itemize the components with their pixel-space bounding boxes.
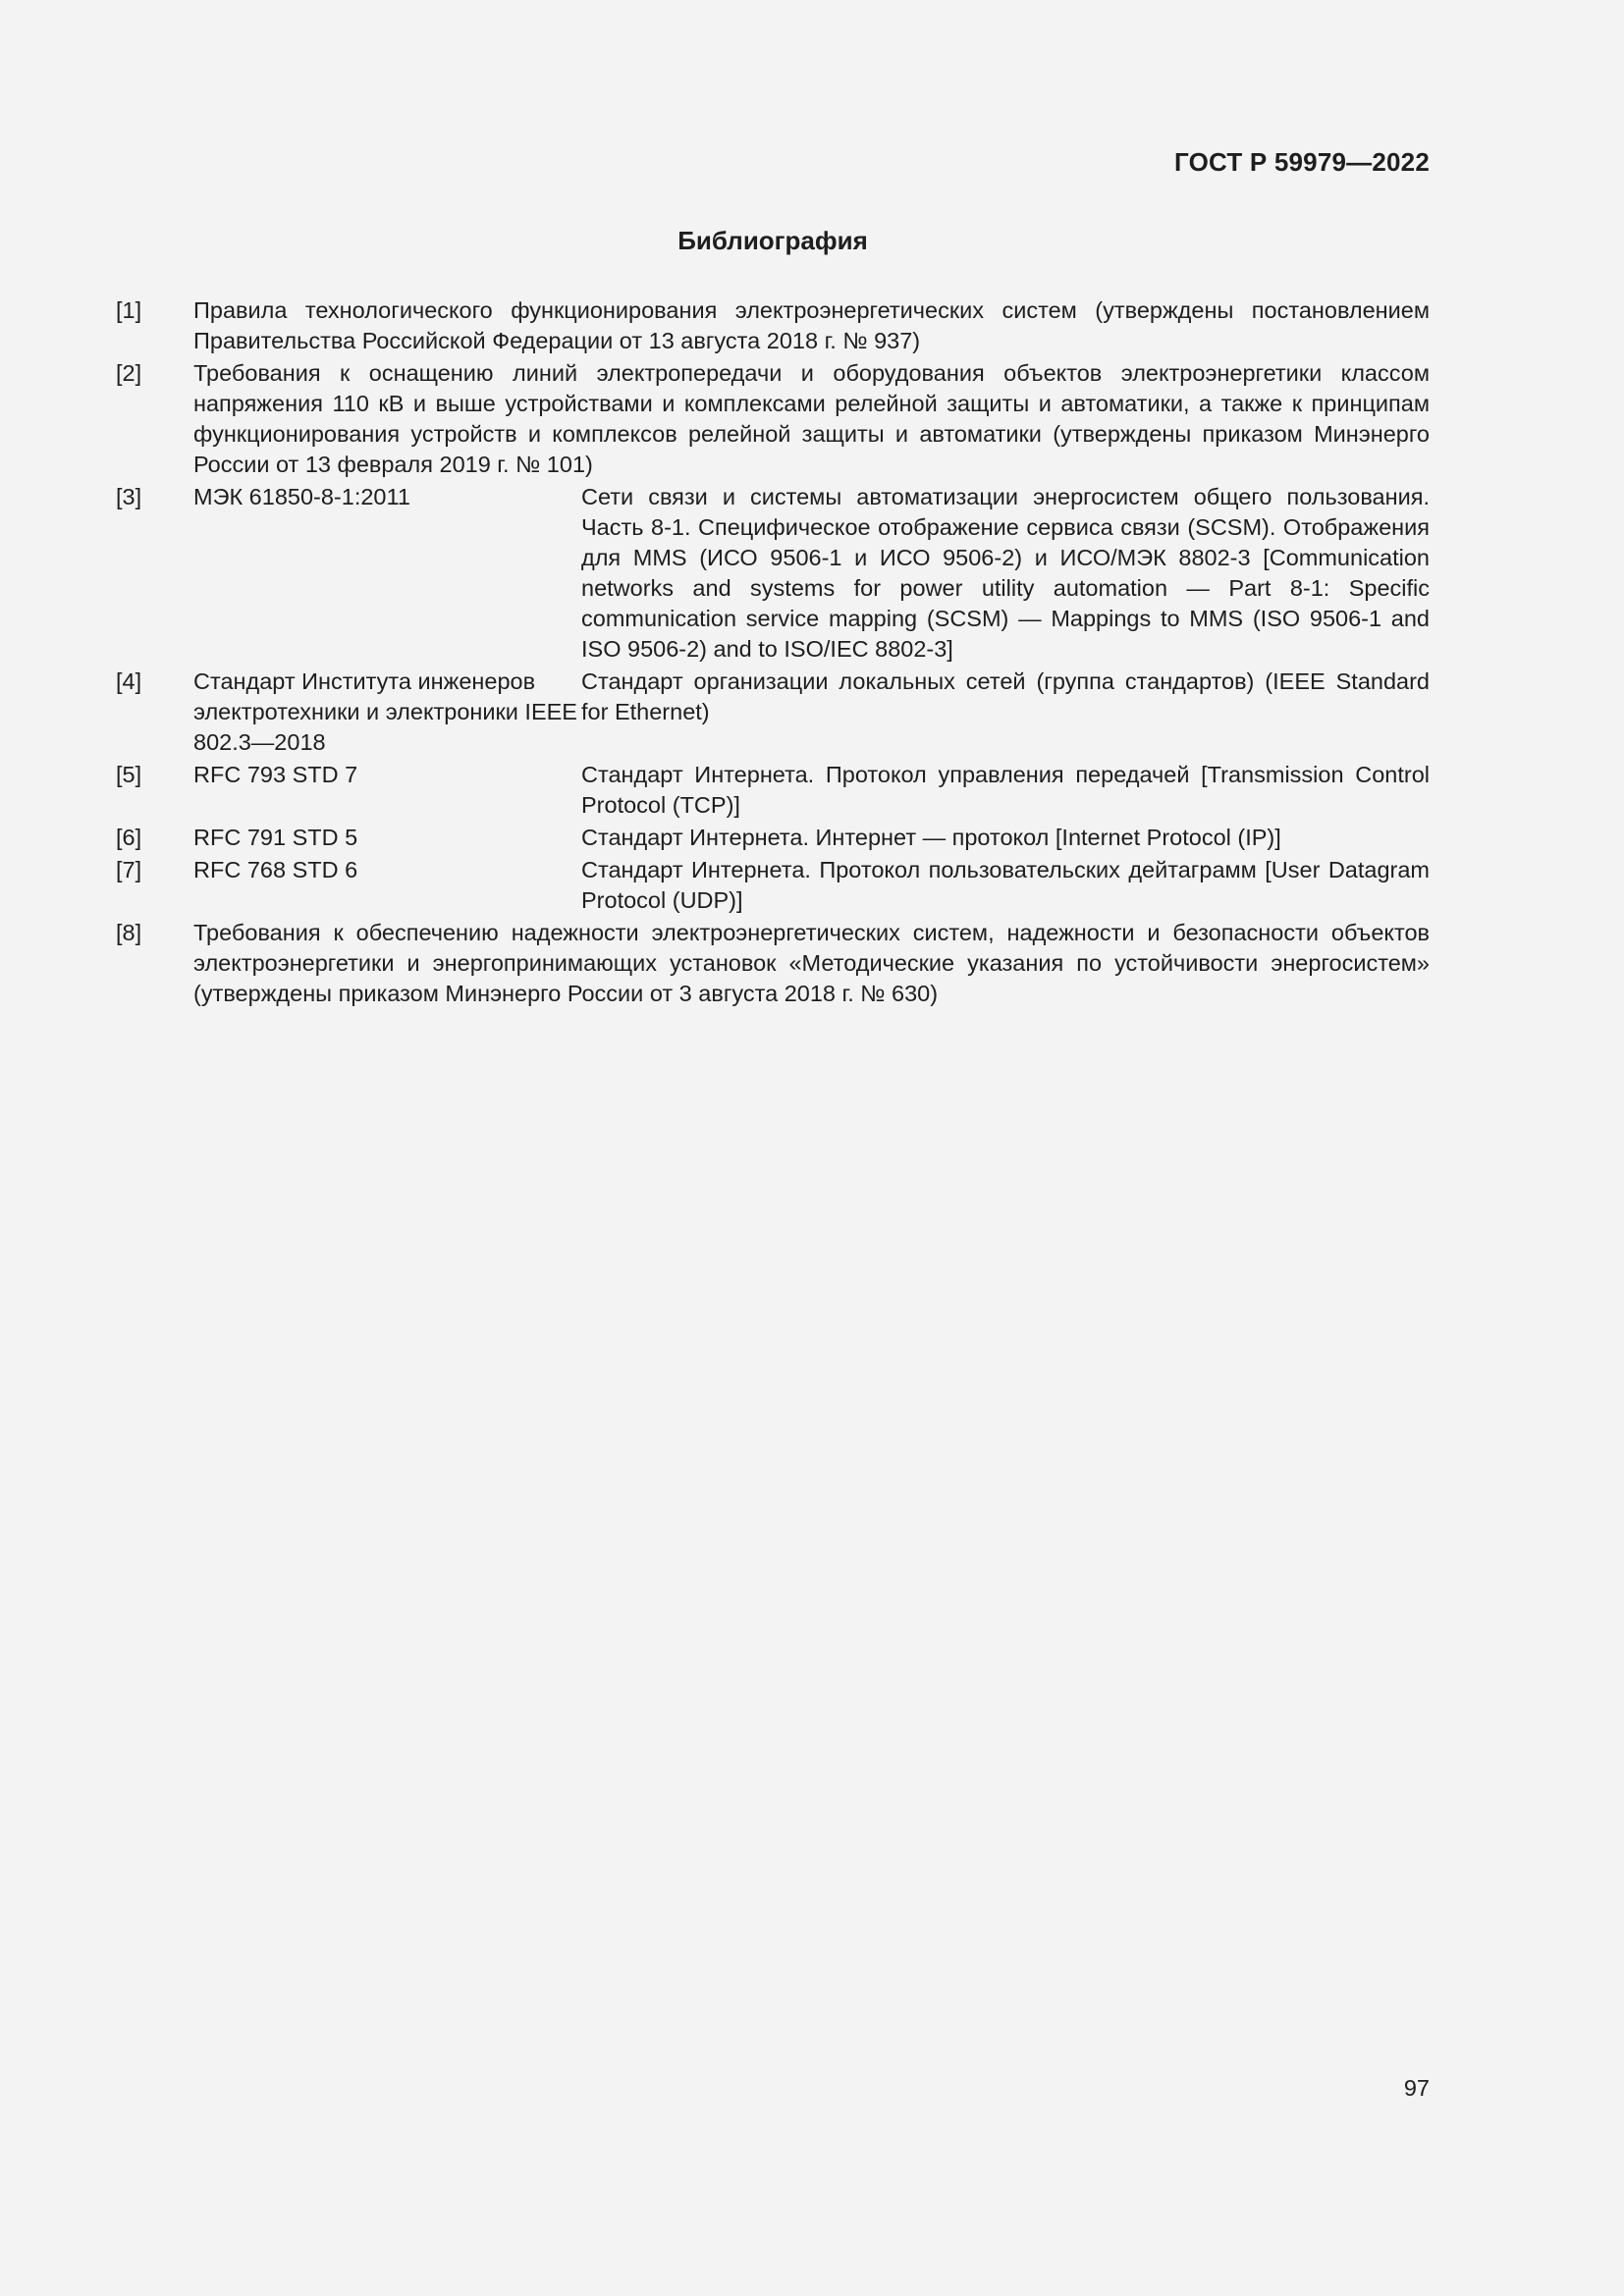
entry-number: [8] (116, 920, 142, 945)
bibliography-entry-2 (116, 358, 1430, 480)
bibliography-entry-8 (116, 918, 1430, 1009)
entry-description: Стандарт Интернета. Протокол пользовательских дейтаграмм [User Datagram Protocol (UDP)] (581, 857, 1430, 913)
entry-number: [3] (116, 484, 142, 509)
bibliography-entry-5 (116, 760, 1430, 821)
entry-number: [4] (116, 668, 142, 694)
entry-description: Стандарт Интернета. Интернет — протокол [Internet Protocol (IP)] (581, 825, 1281, 850)
entry-number: [2] (116, 360, 142, 386)
bibliography-entry-3 (116, 482, 1430, 665)
entry-number: [7] (116, 857, 142, 882)
bibliography-entry-4 (116, 667, 1430, 758)
entry-standard-code: RFC 768 STD 6 (193, 857, 358, 882)
entry-standard-code: Стандарт Института инженеров электротехники и электроники IEEE 802.3—2018 (193, 668, 577, 755)
entry-description: Стандарт Интернета. Протокол управления передачей [Transmission Control Protocol (TCP)] (581, 762, 1430, 818)
entry-description: Сети связи и системы автоматизации энергосистем общего пользования. Часть 8-1. Специфическое отображение сервиса связи (SCSM). Отображения для MMS (ИСО 9506-1 и ИСО 9506-2) и ИСО/МЭК 8802-3 [Communication networks and systems for power utility automation — Part 8-1: Specific communication service mapping (SCSM) — Mappings to MMS (ISO 9506-1 and ISO 9506-2) and to ISO/IEC 8802-3] (581, 484, 1430, 662)
entry-description: Стандарт организации локальных сетей (группа стандартов) (IEEE Standard for Ethernet) (581, 668, 1430, 724)
entry-number: [6] (116, 825, 142, 850)
entry-number: [5] (116, 762, 142, 787)
document-code: ГОСТ Р 59979—2022 (1174, 147, 1430, 177)
entry-text: Требования к оснащению линий электропередачи и оборудования объектов электроэнергетики классом напряжения 110 кВ и выше устройствами и комплексами релейной защиты и автоматики, а также к принципам функционирования устройств и комплексов релейной защиты и автоматики (утверждены приказом Минэнерго России от 13 февраля 2019 г. № 101) (193, 360, 1430, 477)
entry-number: [1] (116, 297, 142, 323)
entry-standard-code: RFC 793 STD 7 (193, 762, 358, 787)
bibliography-list (116, 295, 1430, 1011)
entry-standard-code: МЭК 61850-8-1:2011 (193, 484, 410, 509)
bibliography-entry-6 (116, 823, 1430, 853)
bibliography-entry-7 (116, 855, 1430, 916)
entry-text: Правила технологического функционирования электроэнергетических систем (утверждены постановлением Правительства Российской Федерации от 13 августа 2018 г. № 937) (193, 297, 1430, 353)
page-number: 97 (1403, 2075, 1430, 2101)
entry-standard-code: RFC 791 STD 5 (193, 825, 358, 850)
bibliography-title: Библиография (677, 226, 868, 255)
bibliography-entry-1 (116, 295, 1430, 356)
entry-text: Требования к обеспечению надежности электроэнергетических систем, надежности и безопасности объектов электроэнергетики и энергопринимающих установок «Методические указания по устойчивости энергосистем» (утверждены приказом Минэнерго России от 3 августа 2018 г. № 630) (193, 920, 1430, 1006)
